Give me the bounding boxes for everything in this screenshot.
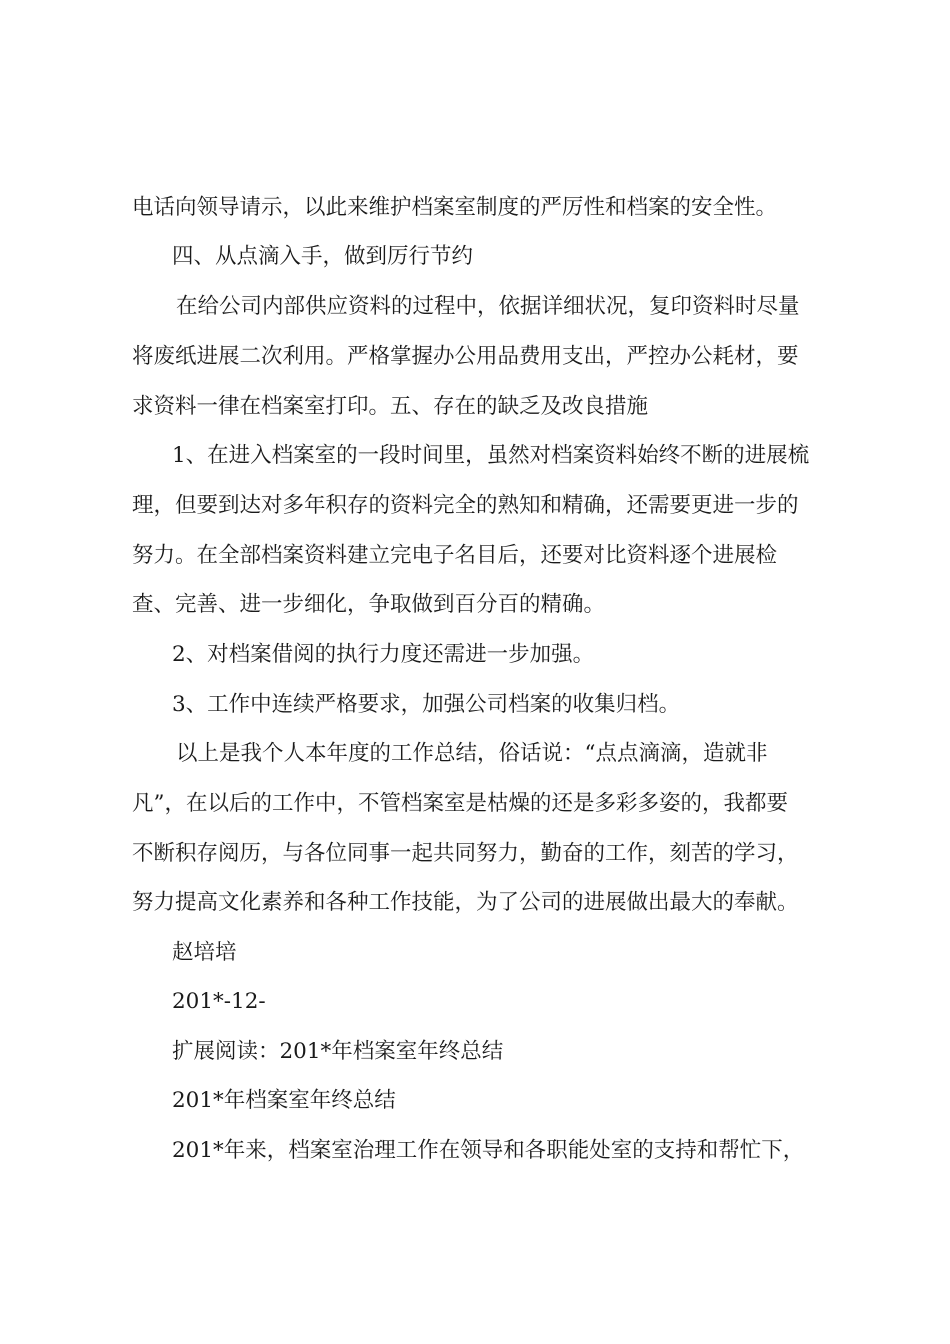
- line-text: 努力提高文化素养和各种工作技能，为了公司的进展做出最大的奉献。: [132, 890, 799, 915]
- line-text: 求资料一律在档案室打印。五、存在的缺乏及改良措施: [132, 394, 649, 419]
- line-text: 理，但要到达对多年积存的资料完全的熟知和精确，还需要更进一步的: [132, 493, 799, 518]
- line-text: 查、完善、进一步细化，争取做到百分百的精确。: [132, 592, 606, 617]
- author-name: [0, 933, 950, 973]
- text-line-6: [0, 436, 950, 476]
- line-text: 将废纸进展二次利用。严格掌握办公用品费用支出，严控办公耗材，要: [132, 344, 799, 369]
- text-line-9: [0, 585, 950, 625]
- date-line: [0, 982, 950, 1022]
- line-text: 3、工作中连续严格要求，加强公司档案的收集归档。: [172, 692, 681, 717]
- text-line-20: [0, 1131, 950, 1171]
- line-text: 电话向领导请示，以此来维护档案室制度的严厉性和档案的安全性。: [132, 195, 778, 220]
- line-text: 在给公司内部供应资料的过程中，依据详细状况，复印资料时尽量: [176, 294, 800, 319]
- text-line-1: [0, 188, 950, 228]
- text-line-10: [0, 635, 950, 675]
- extended-reading-line: [0, 1032, 950, 1072]
- line-text: 凡”，在以后的工作中，不管档案室是枯燥的还是多彩多姿的，我都要: [132, 791, 788, 816]
- text-line-15: [0, 883, 950, 923]
- text-line-7: [0, 486, 950, 526]
- text-line-8: [0, 536, 950, 576]
- line-text: 四、从点滴入手，做到厉行节约: [172, 244, 474, 269]
- text-line-12: [0, 734, 950, 774]
- text-line-4: [0, 337, 950, 377]
- line-text: 扩展阅读：201*年档案室年终总结: [172, 1039, 504, 1064]
- line-text: 2、对档案借阅的执行力度还需进一步加强。: [172, 642, 595, 667]
- line-text: 201*年档案室年终总结: [172, 1088, 396, 1113]
- line-text: 以上是我个人本年度的工作总结，俗话说：“点点滴滴，造就非: [176, 741, 768, 766]
- line-text: 201*-12-: [172, 989, 266, 1014]
- line-text: 1、在进入档案室的一段时间里，虽然对档案资料始终不断的进展梳: [172, 443, 810, 468]
- text-line-3: [0, 287, 950, 327]
- section-heading-4: [0, 237, 950, 277]
- line-text: 201*年来，档案室治理工作在领导和各职能处室的支持和帮忙下，: [172, 1138, 805, 1163]
- text-line-5: [0, 387, 950, 427]
- line-text: 努力。在全部档案资料建立完电子名目后，还要对比资料逐个进展检: [132, 543, 778, 568]
- text-line-14: [0, 834, 950, 874]
- line-text: 赵培培: [172, 940, 237, 965]
- line-text: 不断积存阅历，与各位同事一起共同努力，勤奋的工作，刻苦的学习，: [132, 841, 799, 866]
- text-line-11: [0, 685, 950, 725]
- text-line-13: [0, 784, 950, 824]
- subtitle-line: [0, 1081, 950, 1121]
